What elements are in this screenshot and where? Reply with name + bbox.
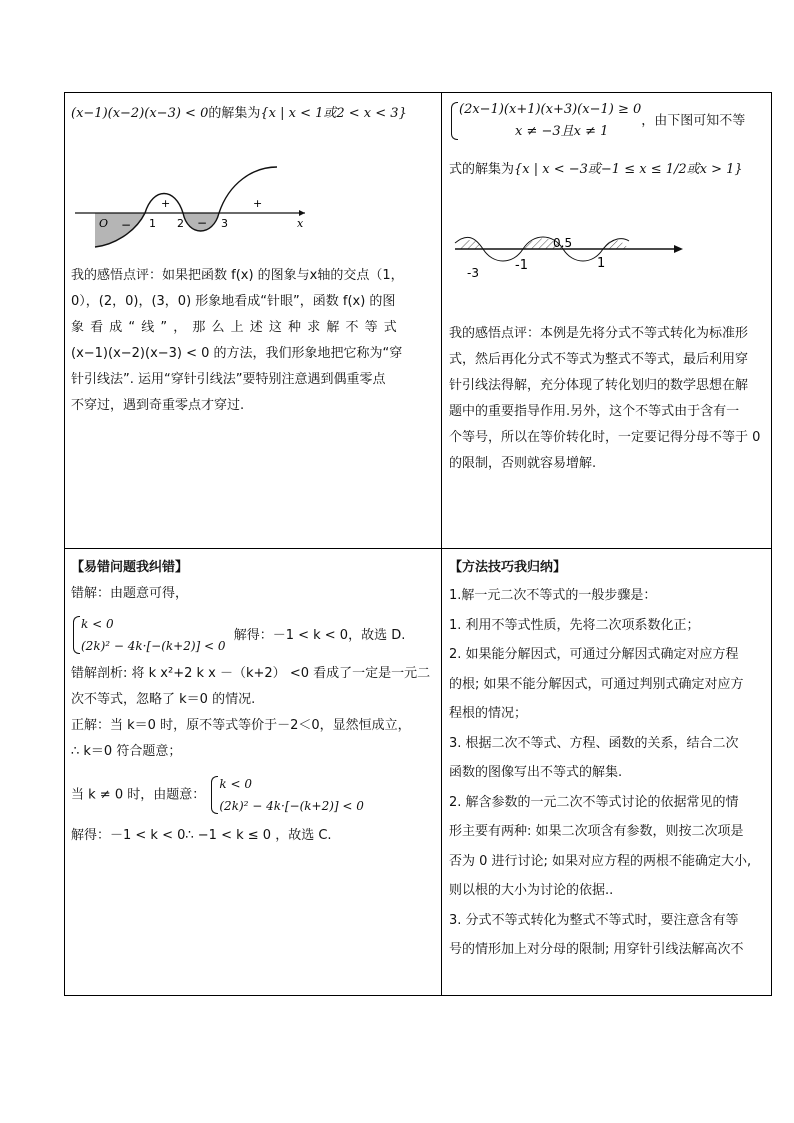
sign-minus-2: − bbox=[197, 216, 208, 230]
root-label-neg3: -3 bbox=[467, 266, 479, 280]
bl-system-1 bbox=[71, 613, 226, 657]
origin-label: O bbox=[99, 217, 109, 230]
tr-comment-line: 式，然后再化分式不等式为整式不等式，最后利用穿 bbox=[449, 352, 749, 367]
tr-comment-line: 个等号，所以在等价转化时，一定要记得分母不等于 0 bbox=[449, 430, 761, 445]
tr-comment-line: 我的感悟点评：本例是先将分式不等式转化为标准形 bbox=[449, 326, 749, 341]
tr-comment-line: 针引线法得解，充分体现了转化划归的数学思想在解 bbox=[449, 378, 749, 393]
sign-plus-2: + bbox=[253, 197, 263, 210]
column-divider bbox=[441, 93, 442, 995]
bl-system-2-line bbox=[71, 773, 435, 817]
method-line: 2. 解含参数的一元二次不等式讨论的依据常见的情 bbox=[449, 794, 739, 810]
tl-comment-line: 针引线法”. 运用“穿针引线法”要特别注意遇到偶重零点 bbox=[71, 372, 386, 387]
number-line-arrow bbox=[674, 245, 683, 253]
x-axis-label: x bbox=[297, 217, 304, 230]
row-divider bbox=[65, 548, 771, 549]
method-list bbox=[449, 581, 767, 965]
root-1-label: 1 bbox=[149, 217, 156, 230]
method-line: 1.解一元二次不等式的一般步骤是： bbox=[449, 588, 657, 603]
tr-solution-set: {x | x < −3或−1 ≤ x ≤ 1/2或x > 1} bbox=[514, 162, 743, 177]
method-line: 的根; 如果不能分解因式，可通过判别式确定对应方 bbox=[449, 676, 744, 692]
root-3-label: 3 bbox=[221, 217, 228, 230]
root-label-half: 0.5 bbox=[553, 236, 573, 250]
bl-system-1-eq1: k < 0 bbox=[81, 617, 114, 631]
tr-comment-line: 的限制，否则就容易增解. bbox=[449, 456, 597, 471]
tl-solution-prefix: 的解集为 bbox=[208, 106, 261, 121]
tl-comment-line: 我的感悟点评：如果把函数 f(x) 的图象与x轴的交点（1， bbox=[71, 268, 404, 283]
method-line: 3. 根据二次不等式、方程、函数的关系，结合二次 bbox=[449, 735, 739, 751]
content-table bbox=[64, 92, 772, 996]
bottom-right-cell bbox=[449, 555, 767, 965]
x-axis-arrow bbox=[299, 210, 305, 216]
root-label-1: 1 bbox=[597, 256, 606, 271]
bl-line: 解得：－1 < k < 0∴ −1 < k ≤ 0 ，故选 C. bbox=[71, 828, 332, 843]
sign-plus-1: + bbox=[161, 197, 171, 210]
method-line: 1. 利用不等式性质，先将二次项系数化正； bbox=[449, 617, 700, 633]
sign-minus-1: − bbox=[121, 218, 132, 232]
bl-system-2-eq1: k < 0 bbox=[219, 777, 252, 791]
tr-solution-line bbox=[449, 157, 767, 183]
bottom-left-cell bbox=[71, 555, 435, 849]
bl-system-1-eq2: (2k)² − 4k·[−(k+2)] < 0 bbox=[81, 639, 226, 653]
top-right-cell bbox=[449, 99, 767, 477]
tl-inequality: (x−1)(x−2)(x−3) < 0 bbox=[71, 106, 209, 121]
method-line: 函数的图像写出不等式的解集. bbox=[449, 765, 623, 780]
method-line: 3. 分式不等式转化为整式不等式时，要注意含有等 bbox=[449, 912, 739, 928]
tl-comment-line: 象 看 成 “ 线 ” ， 那 么 上 述 这 种 求 解 不 等 式 bbox=[71, 320, 398, 335]
tr-solution-prefix: 式的解集为 bbox=[449, 162, 515, 177]
method-line: 否为 0 进行讨论; 如果对应方程的两根不能确定大小, bbox=[449, 853, 752, 869]
tr-system-eq1: (2x−1)(x+1)(x+3)(x−1) ≥ 0 bbox=[459, 102, 642, 117]
method-line: 形主要有两种: 如果二次项含有参数，则按二次项是 bbox=[449, 824, 744, 839]
tr-system-eq2: x ≠ −3且x ≠ 1 bbox=[515, 124, 609, 139]
bl-line: 正解：当 k＝0 时，原不等式等价于－2＜0，显然恒成立， bbox=[71, 718, 411, 733]
bl-line: 错解：由题意可得， bbox=[71, 586, 189, 601]
tl-comment-line: 不穿过，遇到奇重零点才穿过. bbox=[71, 398, 245, 413]
bl-system-2-eq2: (2k)² − 4k·[−(k+2)] < 0 bbox=[219, 799, 364, 813]
root-label-neg1: -1 bbox=[515, 258, 528, 273]
tr-system-after: ，由下图可知不等 bbox=[641, 113, 746, 129]
tl-solution-set: {x | x < 1或2 < x < 3} bbox=[260, 106, 407, 121]
method-section-header: 【方法技巧我归纳】 bbox=[449, 560, 567, 575]
method-line: 则以根的大小为讨论的依据.. bbox=[449, 883, 614, 898]
bl-system-1-line bbox=[71, 613, 435, 657]
tr-system-line bbox=[449, 99, 767, 143]
tr-comment-line: 题中的重要指导作用.另外，这个不等式由于含有一 bbox=[449, 404, 740, 419]
method-line: 程根的情况； bbox=[449, 706, 528, 721]
bl-system-2-prefix: 当 k ≠ 0 时，由题意： bbox=[71, 787, 206, 803]
tr-comment bbox=[449, 321, 767, 477]
tl-comment-line: 0），(2，0)，(3，0) 形象地看成“针眼”，函数 f(x) 的图 bbox=[71, 294, 396, 309]
tl-comment bbox=[71, 263, 435, 419]
tl-comment-line: (x−1)(x−2)(x−3) < 0 的方法，我们形象地把它称为“穿 bbox=[71, 346, 403, 361]
tl-first-line bbox=[71, 101, 435, 127]
threading-graph-1 bbox=[73, 165, 323, 255]
bl-system-1-after: 解得：－1 < k < 0，故选 D. bbox=[233, 627, 406, 643]
root-2-label: 2 bbox=[177, 217, 184, 230]
method-line: 号的情形加上对分母的限制; 用穿针引线法解高次不 bbox=[449, 942, 744, 957]
top-left-cell bbox=[71, 101, 435, 419]
tr-inequality-system bbox=[449, 99, 641, 143]
threading-graph-2 bbox=[453, 235, 703, 295]
method-line: 2. 如果能分解因式，可通过分解因式确定对应方程 bbox=[449, 647, 739, 662]
bl-line: 次不等式，忽略了 k＝0 的情况. bbox=[71, 692, 256, 707]
bl-line: 错解剖析: 将 k x²+2 k x －（k+2） <0 看成了一定是一元二 bbox=[71, 666, 431, 681]
bl-system-2 bbox=[209, 773, 364, 817]
error-section-header: 【易错问题我纠错】 bbox=[71, 560, 189, 575]
bl-line: ∴ k＝0 符合题意； bbox=[71, 744, 182, 759]
